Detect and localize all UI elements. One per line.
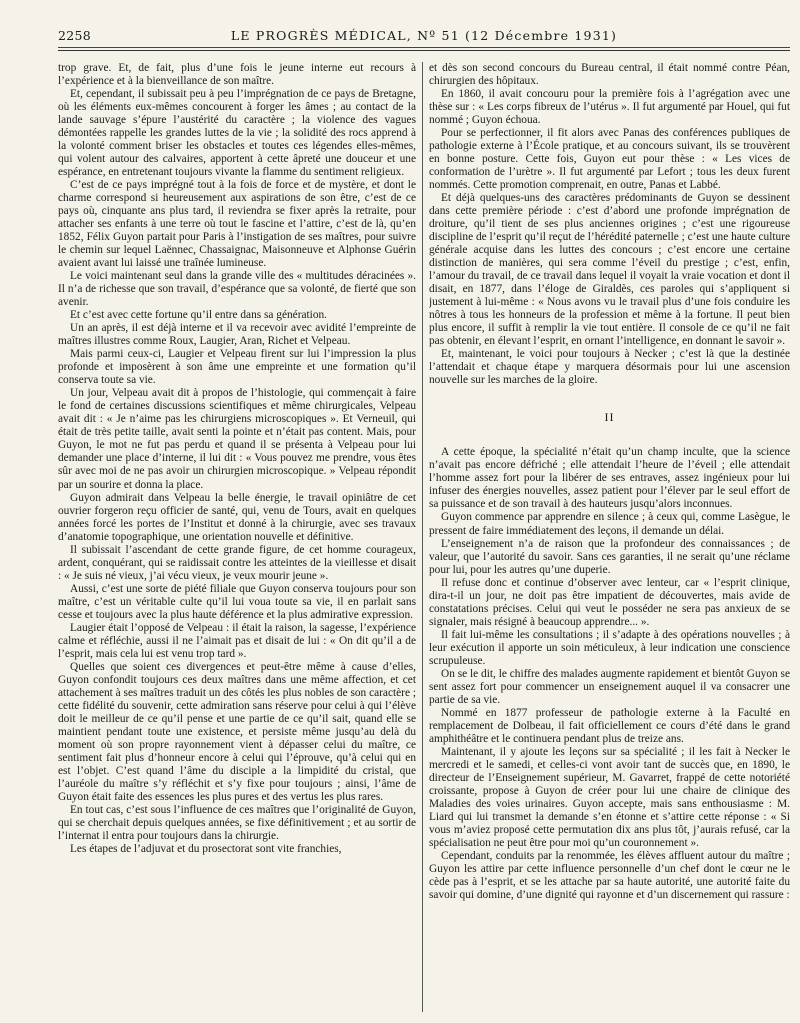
paragraph: Mais parmi ceux-ci, Laugier et Velpeau firent sur lui l’impression la plus profonde et imposèrent à son âme une empreinte et une formation qu’il conserva toute sa vie.: [58, 348, 416, 387]
paragraph: trop grave. Et, de fait, plus d’une fois le jeune interne eut recours à l’expérience et à la bienveillance de son maître.: [58, 62, 416, 88]
paragraph: Un jour, Velpeau avait dit à propos de l’histologie, qui commençait à faire le fond de certaines discussions scientifiques et même chirurgicales, Velpeau avait dit : « Je n’aime pas les chirurgiens microscopiques ». Et Verneuil, qui était de très petite taille, avait senti la pointe et n’était pas content. Mais, pour Guyon, le mot ne fut pas perdu et quand il se présenta à Velpeau pour lui demander une place d’interne, il lui dit : « Vous pouvez me prendre, vous êtes sûr avec moi de ne pas avoir un chirurgien microscopique. » Velpeau répondit par un sourire et donna la place.: [58, 387, 416, 491]
paragraph: Et, maintenant, le voici pour toujours à Necker ; c’est là que la destinée l’attendait et chaque étape y marquera désormais pour lui une ascension nouvelle sur les marches de la gloire.: [429, 348, 790, 387]
section-heading: II: [604, 410, 615, 425]
paragraph: Il fait lui-même les consultations ; il s’adapte à des opérations nouvelles ; à leur exécution il apporte un soin méticuleux, à leur indication une conscience scrupuleuse.: [429, 628, 790, 667]
paragraph: L’enseignement n’a de raison que la profondeur des connaissances ; de valeur, que l’autorité du savoir. Sans ces garanties, il ne serait qu’une réclame pour lui, pour les autres qu’une duperie.: [429, 537, 790, 576]
paragraph: Nommé en 1877 professeur de pathologie externe à la Faculté en remplacement de Dolbeau, il fait officiellement ce cours d’été dans le grand amphithéâtre et le continuera pendant plus de treize ans.: [429, 706, 790, 745]
page-number: 2258: [58, 28, 92, 43]
right-column-part-2: [429, 446, 790, 902]
paragraph: A cette époque, la spécialité n’était qu’un champ inculte, que la science n’avait pas encore défriché ; elle attendait l’heure de l’éveil ; elle attendait l’homme assez fort pour la libérer de ses entraves, assez ingénieux pour lui infuser des énergies nouvelles, assez patient pour l’élever par le seul effort de sa puissance et de son travail à des hauteurs jusqu’alors inconnues.: [429, 446, 790, 511]
paragraph: Aussi, c’est une sorte de piété filiale que Guyon conserva toujours pour son maître, c’est un véritable culte qu’il lui voua toute sa vie, il en parlait sans cesse et toujours avec la plus haute déférence et la plus admirative expression.: [58, 582, 416, 621]
column-divider: [422, 62, 423, 1012]
paragraph: Il subissait l’ascendant de cette grande figure, de cet homme courageux, ardent, conquérant, qui se raidissait contre les atteintes de la vieillesse et disait : « Je suis né vieux, j’ai vécu vieux, je veux mourir jeune ».: [58, 543, 416, 582]
running-title: LE PROGRÈS MÉDICAL, Nº 51 (12 Décembre 1931): [230, 28, 618, 43]
paragraph: Les étapes de l’adjuvat et du prosectorat sont vite franchies,: [70, 842, 342, 855]
paragraph: Laugier était l’opposé de Velpeau : il était la raison, la sagesse, l’expérience calme et réfléchie, aussi il ne l’aimait pas et disait de lui : « On dit qu’il a de l’esprit, mais cela lui est venu trop tard ».: [58, 621, 416, 660]
paragraph: Pour se perfectionner, il fit alors avec Panas des conférences publiques de pathologie externe à l’École pratique, et au concours suivant, ils se trouvèrent en bonne posture. Cette fois, Guyon eut pour thèse : « Les vices de conformation de l’urètre ». Il fut argumenté par Lefort ; tous les deux furent nommés. Cette promotion comprenait, en outre, Panas et Labbé.: [429, 127, 790, 192]
paragraph: Quelles que soient ces divergences et peut-être même à cause d’elles, Guyon confondit toujours ces deux maîtres dans une même affection, et cet attachement à ses maîtres traduit un des côtés les plus nobles de son caractère ; cette fidélité du souvenir, cette admiration sans réserve pour celui à qui l’élève doit le meilleur de ce qu’il pense et une partie de ce qu’il sait, quand elle se maintient pendant toute une existence, et persiste même jusqu’au delà du moment où son propre rayonnement vient à dépasser celui du maître, ce sentiment fait plus d’honneur encore à celui qui l’éprouve, qu’à celui qui en est l’objet. C’est quand l’âme du disciple a la limpidité du cristal, que l’auréole du maître s’y réfléchit et s’y fixe pour toujours ; ainsi, l’âme de Guyon était faite des essences les plus pures et des vertus les plus rares.: [58, 660, 416, 803]
paragraph: En 1860, il avait concouru pour la première fois à l’agrégation avec une thèse sur : « Les corps fibreux de l’utérus ». Il fut argumenté par Houel, qui fut nommé ; Guyon échoua.: [429, 88, 790, 127]
paragraph: C’est de ce pays imprégné tout à la fois de force et de mystère, et dont le charme correspond si heureusement aux aspirations de son être, c’est de ce pays où, cinquante ans plus tard, il reviendra se fixer après la retraite, pour attacher ses enfants à une terre où tout le fascine et l’attire, c’est de là, qu’en 1852, Félix Guyon partait pour Paris à l’instigation de ses maîtres, pour suivre le chemin sur lequel Laënnec, Chassaignac, Maisonneuve et Alphonse Guérin avaient avant lui laissé une traînée lumineuse.: [58, 179, 416, 270]
paragraph: Et c’est avec cette fortune qu’il entre dans sa génération.: [70, 309, 328, 322]
paragraph: Un an après, il est déjà interne et il va recevoir avec avidité l’empreinte de maîtres illustres comme Roux, Laugier, Aran, Richet et Velpeau.: [58, 322, 416, 348]
paragraph: En tout cas, c’est sous l’influence de ces maîtres que l’originalité de Guyon, qui se cherchait depuis quelques années, se fixe définitivement ; et au sortir de l’internat il entra pour toujours dans la chirurgie.: [58, 803, 416, 842]
page-header: [58, 28, 790, 48]
paragraph: Cependant, conduits par la renommée, les élèves affluent autour du maître ; Guyon les attire par cette influence personnelle d’un chef dont le cœur ne le cède pas à l’esprit, et se les attache par sa haute autorité, une autorité faite du savoir qui domine, d’une dignité qui rayonne et d’un discernement qui rassure :: [429, 849, 790, 901]
header-rule: [58, 47, 790, 51]
paragraph: et dès son second concours du Bureau central, il était nommé contre Péan, chirurgien des hôpitaux.: [429, 62, 790, 88]
paragraph: Guyon commence par apprendre en silence ; à ceux qui, comme Lasègue, le pressent de faire immédiatement des leçons, il demande un délai.: [429, 511, 790, 537]
left-column: [58, 62, 416, 1012]
paragraph: Et déjà quelques-uns des caractères prédominants de Guyon se dessinent dans cette première période : c’est d’abord une profonde imprégnation de droiture, qu’il tient de ses plus anciennes origines ; c’est une rigoureuse discipline de l’esprit qu’il reçut de l’hérédité paternelle ; c’est une haute culture générale acquise dans les luttes des concours ; c’est encore une certaine distinction de manières, qui sera comme l’éveil du prestige ; c’est, enfin, l’amour du travail, de ce travail dans lequel il voyait la vraie vocation et dont il disait, en 1877, dans l’éloge de Giraldès, ces paroles qui s’appliquent si justement à lui-même : « Nous avons vu le travail plus d’une fois conduire les nôtres à tous les honneurs de la profession et même à la fortune. Il peut bien plus encore, il suffit à remplir la vie tout entière. Il console de ce qu’il ne fait pas obtenir, en élevant l’esprit, en ornant l’intelligence, en donnant le savoir ».: [429, 192, 790, 348]
paragraph: On se le dit, le chiffre des malades augmente rapidement et bientôt Guyon se sent assez fort pour commencer un enseignement auquel il va consacrer une partie de sa vie.: [429, 667, 790, 706]
paragraph: Le voici maintenant seul dans la grande ville des « multitudes déracinées ». Il n’a de richesse que son travail, d’espérance que sa volonté, de fierté que son avenir.: [58, 270, 416, 309]
paragraph: Il refuse donc et continue d’observer avec lenteur, car « l’esprit clinique, dira-t-il un jour, ne doit pas être impatient de découvertes, mais avide de constatations précises. Celui qui veut le posséder ne sera pas anxieux de se signaler, mais résigné à beaucoup apprendre... ».: [429, 576, 790, 628]
paragraph: Guyon admirait dans Velpeau la belle énergie, le travail opiniâtre de cet ouvrier forgeron reçu officier de santé, qui, venu de Tours, avait en quelques années forcé les portes de l’Institut et donné à la chirurgie, avec ses travaux d’anatomie topographique, une orientation nouvelle et définitive.: [58, 491, 416, 543]
right-column: [429, 62, 790, 1012]
paragraph: Et, cependant, il subissait peu à peu l’imprégnation de ce pays de Bretagne, où les éléments eux-mêmes concourent à forger les âmes ; au contact de la lande sauvage s’épure l’austérité du caractère ; la violence des vagues démontées rappelle les grandes luttes de la vie ; la solidité des rocs apprend à la volonté comment briser les obstacles et toutes ces légendes elles-mêmes, qui volent autour des calvaires, apportent à cette âpreté une douceur et une espérance, en entretenant toujours vivante la flamme du sentiment religieux.: [58, 88, 416, 179]
right-column-part-1: [429, 62, 790, 387]
paragraph: Maintenant, il y ajoute les leçons sur sa spécialité ; il les fait à Necker le mercredi et le samedi, et celles-ci vont avoir tant de succès que, en 1890, le directeur de l’Enseignement supérieur, M. Gavarret, frappé de cette notoriété croissante, propose à Guyon de créer pour lui une chaire de clinique des Maladies des voies urinaires. Guyon accepte, mais sans enthousiasme : M. Liard qui lui transmet la demande s’en étonne et s’attire cette réponse : « Si vous m’aviez proposé cette permutation dix ans plus tôt, j’aurais refusé, car la spécialisation ne peut être pour moi qu’un couronnement ».: [429, 745, 790, 849]
